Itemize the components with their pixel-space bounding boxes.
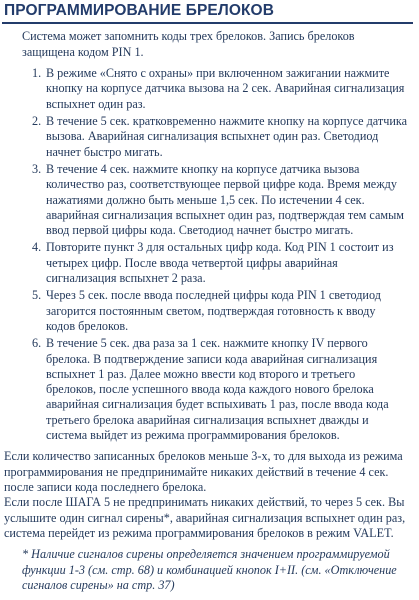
step-text: В течение 5 сек. кратковременно нажмите кнопку на корпусе датчика вызова. Аварийная сигнализация вспыхнет один раз. Светодиод начнет быстро мигать. — [46, 114, 407, 159]
title-underline — [2, 22, 413, 24]
step-text: Повторите пункт 3 для остальных цифр кода. Код PIN 1 состоит из четырех цифр. После ввода четвертой цифры аварийная сигнализация вспыхнет 2 раза. — [46, 240, 394, 286]
step-item — [0, 66, 407, 112]
step-text: Через 5 сек. после ввода последней цифры кода PIN 1 светодиод загорится постоянным светом, подтверждая готовность к вводу кодов брелоков. — [46, 288, 381, 333]
intro-paragraph: Система может запомнить коды трех брелоков. Запись брелоков защищена кодом PIN 1. — [22, 29, 355, 59]
step-number: 4. — [32, 240, 42, 255]
step-number: 5. — [32, 288, 42, 303]
step-item — [0, 114, 407, 160]
step-number: 3. — [32, 161, 42, 176]
valet-paragraph: Если после ШАГА 5 не предпринимать никаких действий, то через 5 сек. Вы услышите один сигнал сирены*, аварийная сигнализация вспыхнет один раз, система перейдет из режима программирования брелоков в режим VALET. — [4, 495, 406, 540]
exit-condition-paragraph: Если количество записанных брелоков меньше 3-х, то для выхода из режима программирования не предпринимайте никаких действий в течение 4 сек. после записи кода последнего брелока. — [4, 449, 403, 494]
step-item — [0, 162, 407, 238]
page-title: ПРОГРАММИРОВАНИЕ БРЕЛОКОВ — [4, 2, 274, 19]
step-text: В режиме «Снято с охраны» при включенном зажигании нажмите кнопку на корпусе датчика вызова на 2 сек. Аварийная сигнализация вспыхнет один раз. — [46, 66, 405, 111]
step-text: В течение 4 сек. нажмите кнопку на корпусе датчика вызова количество раз, соответствующее первой цифре кода. Время между нажатиями должно быть меньше 1,5 сек. По истечении 4 сек. аварийная сигнализация вспыхнет один раз, подтверждая тем самым ввод первой цифры кода. Светодиод начнет быстро мигать. — [46, 161, 405, 238]
step-number: 6. — [32, 336, 42, 351]
step-text: В течение 5 сек. два раза за 1 сек. нажмите кнопку IV первого брелока. В подтверждение записи кода аварийная сигнализация вспыхнет 1 раз. Далее можно ввести код второго и третьего брелоков, после успешного ввода кода каждого нового брелока аварийная сигнализация будет вспыхивать 1 раз, после ввода кода третьего брелока аварийная сигнализация вспыхнет дважды и система выйдет из режима программирования брелоков. — [46, 336, 389, 443]
steps-list — [0, 66, 407, 443]
step-number: 1. — [32, 66, 42, 81]
step-item — [0, 336, 407, 443]
footnote: * Наличие сигналов сирены определяется значением программируемой функции 1-3 (см. стр. 68) и комбинацией кнопок I+II. (см. «Отключение сигналов сирены» на стр. 37) — [22, 547, 397, 593]
step-number: 2. — [32, 114, 42, 129]
step-item — [0, 288, 407, 334]
step-item — [0, 240, 407, 286]
